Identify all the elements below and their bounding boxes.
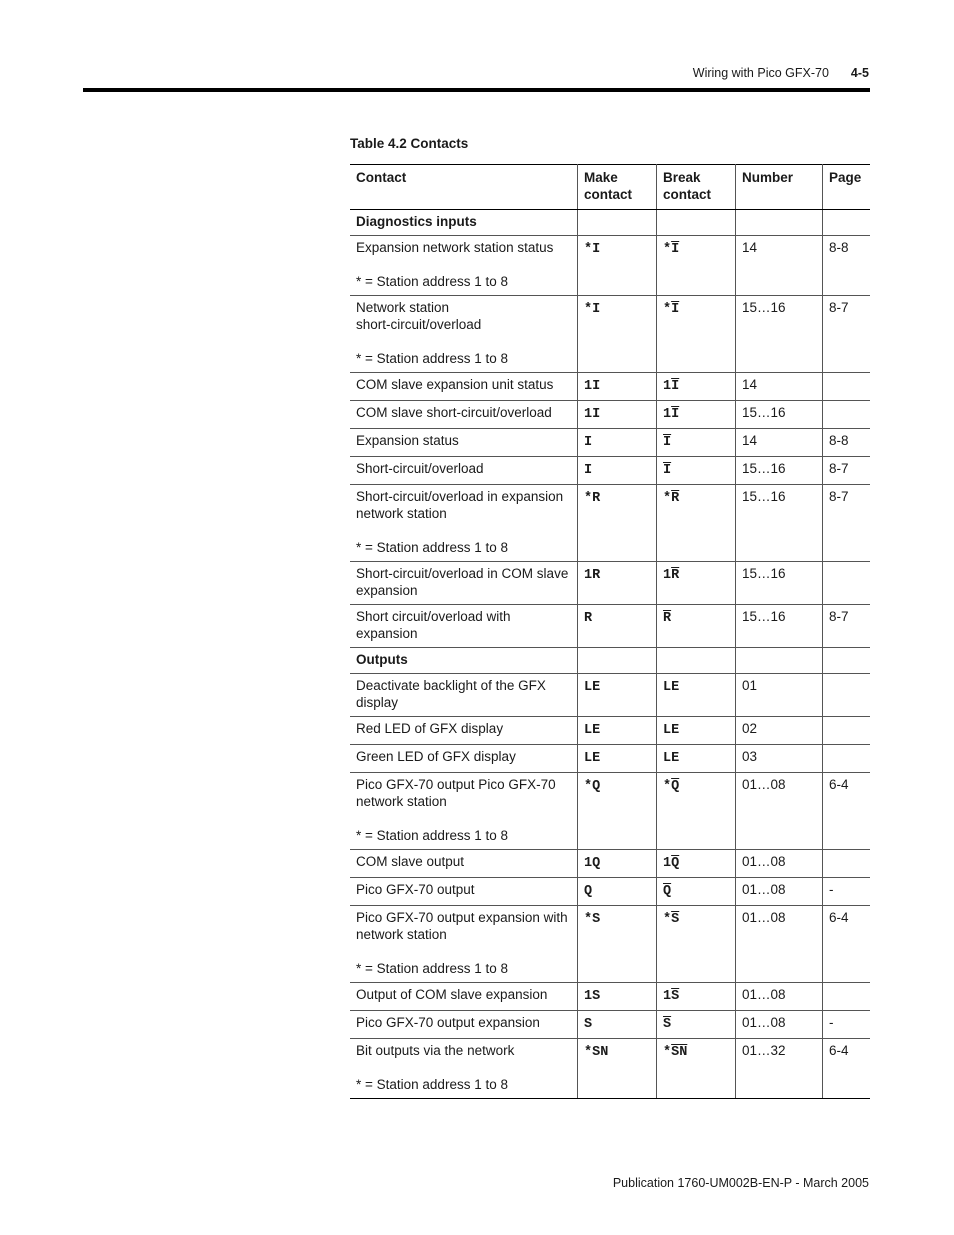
break-prefix: * bbox=[663, 1045, 672, 1060]
break-prefix: LE bbox=[663, 751, 680, 766]
table-row bbox=[350, 850, 870, 878]
make-contact-code: *SN bbox=[584, 1045, 609, 1060]
cell-page: 8-8 bbox=[823, 429, 871, 457]
cell-page bbox=[823, 983, 871, 1011]
cell-make-contact bbox=[578, 1039, 657, 1099]
make-contact-code: *I bbox=[584, 242, 601, 257]
cell-break-contact bbox=[657, 648, 736, 674]
cell-make-contact bbox=[578, 983, 657, 1011]
cell-number: 15…16 bbox=[736, 457, 823, 485]
contact-label: Outputs bbox=[356, 652, 408, 667]
cell-number: 01…08 bbox=[736, 773, 823, 850]
page-number: 4-5 bbox=[850, 66, 869, 80]
cell-break-contact bbox=[657, 906, 736, 983]
make-contact-code: *S bbox=[584, 912, 601, 927]
break-prefix: 1 bbox=[663, 989, 672, 1004]
contact-label: Output of COM slave expansion bbox=[356, 987, 548, 1002]
make-contact-code: I bbox=[584, 463, 593, 478]
cell-page: 6-4 bbox=[823, 773, 871, 850]
cell-make-contact bbox=[578, 296, 657, 373]
break-prefix: * bbox=[663, 491, 672, 506]
cell-page bbox=[823, 717, 871, 745]
break-contact-code bbox=[663, 1017, 671, 1032]
make-contact-code: 1Q bbox=[584, 856, 601, 871]
section-row bbox=[350, 210, 870, 236]
section-row bbox=[350, 648, 870, 674]
cell-break-contact bbox=[657, 401, 736, 429]
table-row bbox=[350, 373, 870, 401]
cell-number bbox=[736, 210, 823, 236]
break-contact-code bbox=[663, 912, 679, 927]
table-body bbox=[350, 210, 870, 1099]
break-negated: $\overline{SN}$ bbox=[671, 1045, 688, 1060]
cell-contact bbox=[350, 1011, 578, 1039]
cell-make-contact bbox=[578, 485, 657, 562]
cell-contact bbox=[350, 457, 578, 485]
cell-contact bbox=[350, 878, 578, 906]
break-prefix: * bbox=[663, 242, 672, 257]
cell-break-contact bbox=[657, 457, 736, 485]
cell-make-contact bbox=[578, 401, 657, 429]
break-contact-code bbox=[663, 407, 679, 422]
contact-label-line1: Network station bbox=[356, 300, 450, 315]
cell-break-contact bbox=[657, 1011, 736, 1039]
break-contact-code bbox=[663, 491, 679, 506]
cell-make-contact bbox=[578, 605, 657, 648]
cell-page: 6-4 bbox=[823, 1039, 871, 1099]
cell-break-contact bbox=[657, 878, 736, 906]
make-contact-code: 1I bbox=[584, 407, 601, 422]
break-prefix: 1 bbox=[663, 856, 672, 871]
make-contact-code: R bbox=[584, 611, 593, 626]
cell-contact bbox=[350, 373, 578, 401]
cell-make-contact bbox=[578, 648, 657, 674]
cell-break-contact bbox=[657, 983, 736, 1011]
break-contact-code bbox=[663, 568, 679, 583]
cell-number: 01…08 bbox=[736, 906, 823, 983]
make-contact-code: LE bbox=[584, 680, 601, 695]
table-row bbox=[350, 429, 870, 457]
break-contact-code bbox=[663, 1045, 687, 1060]
table-row bbox=[350, 1011, 870, 1039]
header-title: Wiring with Pico GFX-70 bbox=[692, 66, 829, 80]
cell-contact bbox=[350, 773, 578, 850]
break-contact-code bbox=[663, 989, 679, 1004]
cell-number: 14 bbox=[736, 236, 823, 296]
cell-contact bbox=[350, 296, 578, 373]
break-contact-code bbox=[663, 751, 679, 766]
cell-contact bbox=[350, 401, 578, 429]
contact-label: Deactivate backlight of the GFX display bbox=[356, 678, 546, 710]
contact-label: Short-circuit/overload bbox=[356, 461, 484, 476]
table-header-row bbox=[350, 165, 870, 210]
break-negated: $\overline{S}$ bbox=[671, 912, 680, 927]
cell-contact bbox=[350, 745, 578, 773]
cell-make-contact bbox=[578, 878, 657, 906]
table-row bbox=[350, 745, 870, 773]
contact-label: Pico GFX-70 output Pico GFX-70 network station bbox=[356, 777, 556, 809]
break-negated: $\overline{I}$ bbox=[671, 407, 680, 422]
cell-page bbox=[823, 674, 871, 717]
cell-contact bbox=[350, 674, 578, 717]
cell-make-contact bbox=[578, 429, 657, 457]
station-note: * = Station address 1 to 8 bbox=[356, 351, 508, 366]
station-note: * = Station address 1 to 8 bbox=[356, 1077, 508, 1092]
table-row bbox=[350, 983, 870, 1011]
cell-page bbox=[823, 850, 871, 878]
make-contact-code: LE bbox=[584, 751, 601, 766]
header-page: Page bbox=[823, 165, 871, 210]
make-contact-code: Q bbox=[584, 884, 593, 899]
break-prefix: LE bbox=[663, 680, 680, 695]
cell-number: 01…08 bbox=[736, 1011, 823, 1039]
contact-label: Short-circuit/overload in expansion network station bbox=[356, 489, 564, 521]
cell-page bbox=[823, 562, 871, 605]
make-contact-code: 1S bbox=[584, 989, 601, 1004]
table-row bbox=[350, 605, 870, 648]
cell-make-contact bbox=[578, 1011, 657, 1039]
cell-number: 02 bbox=[736, 717, 823, 745]
contact-label: COM slave output bbox=[356, 854, 465, 869]
cell-number: 01…32 bbox=[736, 1039, 823, 1099]
station-note: * = Station address 1 to 8 bbox=[356, 540, 508, 555]
cell-number: 01…08 bbox=[736, 850, 823, 878]
cell-make-contact bbox=[578, 717, 657, 745]
cell-break-contact bbox=[657, 773, 736, 850]
station-note: * = Station address 1 to 8 bbox=[356, 828, 508, 843]
break-contact-code bbox=[663, 856, 679, 871]
cell-break-contact bbox=[657, 562, 736, 605]
break-contact-code bbox=[663, 884, 671, 899]
cell-contact bbox=[350, 648, 578, 674]
cell-break-contact bbox=[657, 717, 736, 745]
cell-page: 8-7 bbox=[823, 457, 871, 485]
cell-page bbox=[823, 745, 871, 773]
break-contact-code bbox=[663, 680, 679, 695]
make-contact-code: 1I bbox=[584, 379, 601, 394]
contact-label: Green LED of GFX display bbox=[356, 749, 516, 764]
break-negated: $\overline{S}$ bbox=[663, 1017, 672, 1032]
cell-page bbox=[823, 373, 871, 401]
cell-page: - bbox=[823, 878, 871, 906]
cell-make-contact bbox=[578, 906, 657, 983]
cell-number: 01…08 bbox=[736, 878, 823, 906]
break-negated: $\overline{Q}$ bbox=[671, 856, 680, 871]
cell-make-contact bbox=[578, 457, 657, 485]
break-contact-code bbox=[663, 779, 679, 794]
break-negated: $\overline{I}$ bbox=[671, 302, 680, 317]
header-rule bbox=[83, 88, 870, 92]
cell-page bbox=[823, 401, 871, 429]
cell-make-contact bbox=[578, 236, 657, 296]
break-prefix: * bbox=[663, 302, 672, 317]
contact-label: Pico GFX-70 output expansion with network station bbox=[356, 910, 568, 942]
break-contact-code bbox=[663, 723, 679, 738]
make-contact-code: 1R bbox=[584, 568, 601, 583]
cell-number: 03 bbox=[736, 745, 823, 773]
make-contact-code: *R bbox=[584, 491, 601, 506]
table-row bbox=[350, 906, 870, 983]
break-negated: $\overline{R}$ bbox=[663, 611, 672, 626]
cell-number: 01…08 bbox=[736, 983, 823, 1011]
contact-label: Short circuit/overload with expansion bbox=[356, 609, 511, 641]
table-row bbox=[350, 562, 870, 605]
contact-label: short-circuit/overload bbox=[356, 317, 482, 332]
contact-label: Red LED of GFX display bbox=[356, 721, 504, 736]
make-contact-code: LE bbox=[584, 723, 601, 738]
cell-contact bbox=[350, 717, 578, 745]
break-prefix: 1 bbox=[663, 568, 672, 583]
cell-number: 14 bbox=[736, 429, 823, 457]
table-row bbox=[350, 401, 870, 429]
contact-label: Short-circuit/overload in COM slave expansion bbox=[356, 566, 569, 598]
cell-number: 14 bbox=[736, 373, 823, 401]
table-row bbox=[350, 878, 870, 906]
table-row bbox=[350, 296, 870, 373]
table-row bbox=[350, 236, 870, 296]
break-contact-code bbox=[663, 463, 671, 478]
cell-break-contact bbox=[657, 850, 736, 878]
cell-make-contact bbox=[578, 773, 657, 850]
contact-label: COM slave expansion unit status bbox=[356, 377, 554, 392]
cell-contact bbox=[350, 605, 578, 648]
station-note: * = Station address 1 to 8 bbox=[356, 274, 508, 289]
table-row bbox=[350, 773, 870, 850]
cell-make-contact bbox=[578, 850, 657, 878]
cell-number: 15…16 bbox=[736, 401, 823, 429]
cell-contact bbox=[350, 906, 578, 983]
cell-page: 6-4 bbox=[823, 906, 871, 983]
break-negated: $\overline{I}$ bbox=[663, 435, 672, 450]
footer-publication: Publication 1760-UM002B-EN-P - March 2005 bbox=[612, 1176, 869, 1190]
table-caption: Table 4.2 Contacts bbox=[350, 136, 469, 151]
contact-label: Bit outputs via the network bbox=[356, 1043, 515, 1058]
break-negated: $\overline{I}$ bbox=[663, 463, 672, 478]
contact-label: Pico GFX-70 output bbox=[356, 882, 475, 897]
cell-number: 15…16 bbox=[736, 485, 823, 562]
cell-page bbox=[823, 648, 871, 674]
contact-label: Pico GFX-70 output expansion bbox=[356, 1015, 540, 1030]
table-row bbox=[350, 674, 870, 717]
make-contact-code: I bbox=[584, 435, 593, 450]
cell-break-contact bbox=[657, 485, 736, 562]
make-contact-code: *I bbox=[584, 302, 601, 317]
header-break-contact: Break contact bbox=[657, 165, 736, 210]
break-negated: $\overline{I}$ bbox=[671, 242, 680, 257]
cell-break-contact bbox=[657, 210, 736, 236]
cell-number: 15…16 bbox=[736, 605, 823, 648]
header-make-contact: Make contact bbox=[578, 165, 657, 210]
break-prefix: * bbox=[663, 912, 672, 927]
contact-label: Expansion status bbox=[356, 433, 459, 448]
break-prefix: 1 bbox=[663, 379, 672, 394]
contact-label: Diagnostics inputs bbox=[356, 214, 477, 229]
header-number: Number bbox=[736, 165, 823, 210]
cell-contact bbox=[350, 429, 578, 457]
break-negated: $\overline{Q}$ bbox=[663, 884, 672, 899]
cell-page: 8-7 bbox=[823, 296, 871, 373]
break-prefix: LE bbox=[663, 723, 680, 738]
break-contact-code bbox=[663, 379, 679, 394]
cell-break-contact bbox=[657, 373, 736, 401]
cell-contact bbox=[350, 485, 578, 562]
break-contact-code bbox=[663, 611, 671, 626]
cell-contact bbox=[350, 983, 578, 1011]
running-header bbox=[693, 66, 869, 80]
contact-label: Expansion network station status bbox=[356, 240, 554, 255]
cell-break-contact bbox=[657, 1039, 736, 1099]
cell-make-contact bbox=[578, 674, 657, 717]
cell-number: 15…16 bbox=[736, 562, 823, 605]
break-prefix: 1 bbox=[663, 407, 672, 422]
cell-contact bbox=[350, 850, 578, 878]
contacts-table bbox=[350, 164, 870, 1099]
break-negated: $\overline{R}$ bbox=[671, 568, 680, 583]
cell-page: 8-8 bbox=[823, 236, 871, 296]
cell-contact bbox=[350, 562, 578, 605]
break-prefix: * bbox=[663, 779, 672, 794]
contact-label: COM slave short-circuit/overload bbox=[356, 405, 552, 420]
cell-contact bbox=[350, 236, 578, 296]
cell-number: 15…16 bbox=[736, 296, 823, 373]
cell-number bbox=[736, 648, 823, 674]
cell-contact bbox=[350, 210, 578, 236]
table-row bbox=[350, 485, 870, 562]
break-contact-code bbox=[663, 302, 679, 317]
cell-break-contact bbox=[657, 236, 736, 296]
break-contact-code bbox=[663, 435, 671, 450]
table-row bbox=[350, 1039, 870, 1099]
cell-break-contact bbox=[657, 745, 736, 773]
break-negated: $\overline{Q}$ bbox=[671, 779, 680, 794]
cell-break-contact bbox=[657, 429, 736, 457]
cell-number: 01 bbox=[736, 674, 823, 717]
table-row bbox=[350, 457, 870, 485]
break-negated: $\overline{I}$ bbox=[671, 379, 680, 394]
cell-make-contact bbox=[578, 373, 657, 401]
make-contact-code: *Q bbox=[584, 779, 601, 794]
cell-page bbox=[823, 210, 871, 236]
cell-page: - bbox=[823, 1011, 871, 1039]
header-contact: Contact bbox=[350, 165, 578, 210]
break-negated: $\overline{S}$ bbox=[671, 989, 680, 1004]
cell-make-contact bbox=[578, 210, 657, 236]
station-note: * = Station address 1 to 8 bbox=[356, 961, 508, 976]
make-contact-code: S bbox=[584, 1017, 593, 1032]
cell-break-contact bbox=[657, 296, 736, 373]
cell-contact bbox=[350, 1039, 578, 1099]
cell-page: 8-7 bbox=[823, 605, 871, 648]
break-negated: $\overline{R}$ bbox=[671, 491, 680, 506]
cell-break-contact bbox=[657, 674, 736, 717]
cell-break-contact bbox=[657, 605, 736, 648]
cell-make-contact bbox=[578, 562, 657, 605]
break-contact-code bbox=[663, 242, 679, 257]
cell-page: 8-7 bbox=[823, 485, 871, 562]
table-row bbox=[350, 717, 870, 745]
cell-make-contact bbox=[578, 745, 657, 773]
